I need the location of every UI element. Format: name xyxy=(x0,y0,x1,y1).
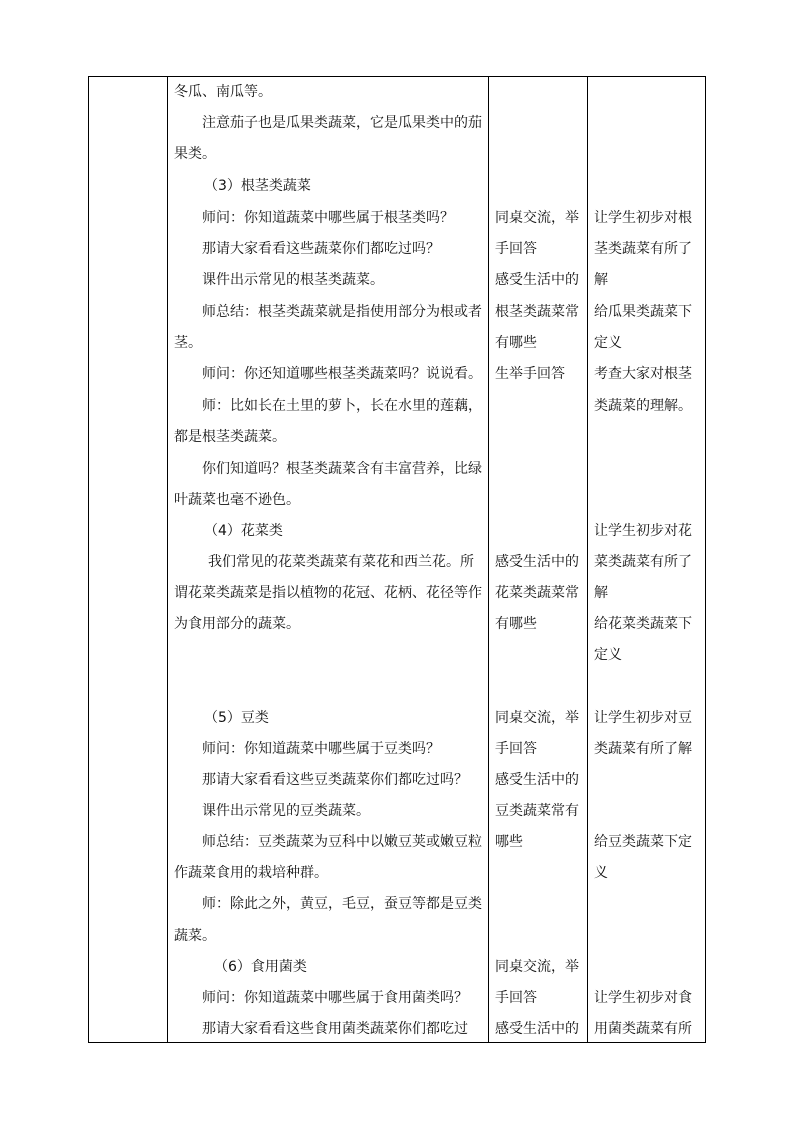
content-line: 师问：你知道蔬菜中哪些属于食用菌类吗？ xyxy=(202,990,468,1006)
content-line: 都是根茎类蔬菜。 xyxy=(174,429,286,445)
table-column-divider xyxy=(587,76,588,1043)
content-line: 课件出示常见的根茎类蔬菜。 xyxy=(202,272,384,288)
content-line: 谓花菜类蔬菜是指以植物的花冠、花柄、花径等作 xyxy=(174,585,482,601)
intent-line: 让学生初步对豆 xyxy=(594,710,692,726)
content-line: 师：除此之外，黄豆，毛豆，蚕豆等都是豆类 xyxy=(202,896,482,912)
table-column-divider xyxy=(488,76,489,1043)
activity-line: 哪些 xyxy=(495,834,523,850)
activity-line: 同桌交流，举 xyxy=(495,959,579,975)
intent-line: 考查大家对根茎 xyxy=(594,366,692,382)
activity-line: 有哪些 xyxy=(495,335,537,351)
content-line: 那请大家看看这些豆类蔬菜你们都吃过吗？ xyxy=(202,772,468,788)
content-line: 我们常见的花菜类蔬菜有菜花和西兰花。所 xyxy=(208,554,474,570)
content-line: 师：比如长在土里的萝卜，长在水里的莲藕， xyxy=(202,398,482,414)
intent-line: 用菌类蔬菜有所 xyxy=(594,1021,692,1037)
content-line: 注意茄子也是瓜果类蔬菜，它是瓜果类中的茄 xyxy=(202,115,482,131)
activity-line: 豆类蔬菜常有 xyxy=(495,803,579,819)
content-line: 茎。 xyxy=(174,335,202,351)
content-line: 师问：你还知道哪些根茎类蔬菜吗？说说看。 xyxy=(202,366,482,382)
activity-line: 手回答 xyxy=(495,241,537,257)
activity-line: 感受生活中的 xyxy=(495,1021,579,1037)
intent-line: 让学生初步对花 xyxy=(594,523,692,539)
content-line: 你们知道吗？根茎类蔬菜含有丰富营养，比绿 xyxy=(202,461,482,477)
activity-line: 有哪些 xyxy=(495,616,537,632)
content-line: 课件出示常见的豆类蔬菜。 xyxy=(202,803,370,819)
activity-line: 感受生活中的 xyxy=(495,772,579,788)
content-line: 那请大家看看这些食用菌类蔬菜你们都吃过 xyxy=(202,1021,468,1037)
section-heading: （4）花菜类 xyxy=(204,523,283,539)
table-column-divider xyxy=(167,76,168,1043)
content-line: 冬瓜、南瓜等。 xyxy=(174,84,272,100)
content-line: 作蔬菜食用的栽培种群。 xyxy=(174,865,328,881)
intent-line: 给豆类蔬菜下定 xyxy=(594,834,692,850)
intent-line: 解 xyxy=(594,585,608,601)
activity-line: 感受生活中的 xyxy=(495,272,579,288)
activity-line: 手回答 xyxy=(495,990,537,1006)
content-line: 叶蔬菜也毫不逊色。 xyxy=(174,492,300,508)
content-line: 那请大家看看这些蔬菜你们都吃过吗？ xyxy=(202,241,440,257)
activity-line: 同桌交流，举 xyxy=(495,210,579,226)
intent-line: 类蔬菜有所了解 xyxy=(594,741,692,757)
intent-line: 义 xyxy=(594,865,608,881)
content-line: 果类。 xyxy=(174,146,216,162)
content-line: 为食用部分的蔬菜。 xyxy=(174,616,300,632)
activity-line: 同桌交流，举 xyxy=(495,710,579,726)
content-line: 师总结：豆类蔬菜为豆科中以嫩豆荚或嫩豆粒 xyxy=(202,834,482,850)
content-line: 师问：你知道蔬菜中哪些属于豆类吗？ xyxy=(202,741,440,757)
intent-line: 茎类蔬菜有所了 xyxy=(594,241,692,257)
intent-line: 给瓜果类蔬菜下 xyxy=(594,304,692,320)
intent-line: 类蔬菜的理解。 xyxy=(594,398,692,414)
content-line: 师总结：根茎类蔬菜就是指使用部分为根或者 xyxy=(202,304,482,320)
activity-line: 感受生活中的 xyxy=(495,554,579,570)
section-heading: （6）食用菌类 xyxy=(214,959,307,975)
intent-line: 定义 xyxy=(594,335,622,351)
content-line: 师问：你知道蔬菜中哪些属于根茎类吗？ xyxy=(202,210,454,226)
activity-line: 根茎类蔬菜常 xyxy=(495,304,579,320)
section-heading: （5）豆类 xyxy=(204,710,269,726)
activity-line: 花菜类蔬菜常 xyxy=(495,585,579,601)
intent-line: 给花菜类蔬菜下 xyxy=(594,616,692,632)
section-heading: （3）根茎类蔬菜 xyxy=(204,178,311,194)
content-line: 蔬菜。 xyxy=(174,928,216,944)
intent-line: 菜类蔬菜有所了 xyxy=(594,554,692,570)
intent-line: 解 xyxy=(594,272,608,288)
intent-line: 让学生初步对食 xyxy=(594,990,692,1006)
intent-line: 让学生初步对根 xyxy=(594,210,692,226)
activity-line: 手回答 xyxy=(495,741,537,757)
activity-line: 生举手回答 xyxy=(495,366,565,382)
intent-line: 定义 xyxy=(594,647,622,663)
